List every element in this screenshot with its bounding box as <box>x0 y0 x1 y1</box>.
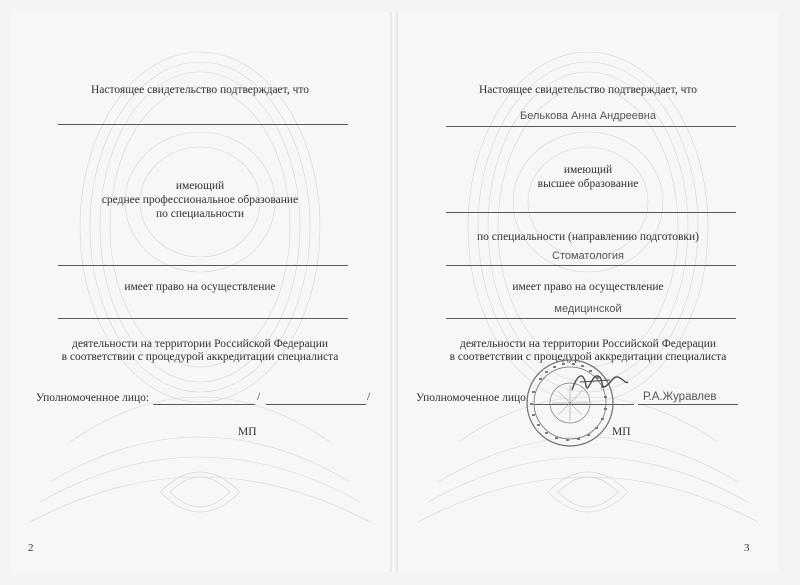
intro-text: Настоящее свидетельство подтверждает, что <box>90 84 309 96</box>
authorized-label: Уполномоченное лицо: <box>36 392 150 404</box>
right-to-text: имеет право на осуществление <box>124 281 276 293</box>
holder-name-line <box>58 124 348 125</box>
activity-line-2: в соответствии с процедурой аккредитации специалиста <box>61 351 339 363</box>
handwritten-signature <box>570 368 630 396</box>
qualification-line-2: высшее образование <box>537 178 639 190</box>
page-number: 3 <box>744 542 750 554</box>
activity-line-1: деятельности на территории Российской Федерации <box>71 338 329 350</box>
activity-type: медицинской <box>554 303 622 315</box>
page-number: 2 <box>28 542 34 554</box>
holder-name: Белькова Анна Андреевна <box>520 110 656 122</box>
specialty-label: по специальности (направлению подготовки) <box>477 231 699 243</box>
right-page <box>398 12 778 572</box>
qualification-line <box>446 212 736 213</box>
activity-type-line <box>446 318 736 319</box>
activity-type-line <box>58 318 348 319</box>
right-to-text: имеет право на осуществление <box>512 281 664 293</box>
signer-name-line <box>266 404 366 405</box>
qualification-line-2: среднее профессиональное образование <box>101 194 299 206</box>
signer-name: Р.А.Журавлев <box>643 391 717 403</box>
signature-line <box>153 404 255 405</box>
seal-label: МП <box>238 426 257 438</box>
activity-line-1: деятельности на территории Российской Федерации <box>459 338 717 350</box>
intro-text: Настоящее свидетельство подтверждает, что <box>478 84 697 96</box>
specialty-value: Стоматология <box>552 250 624 262</box>
seal-label: МП <box>612 426 631 438</box>
activity-line-2: в соответствии с процедурой аккредитации специалиста <box>449 351 727 363</box>
signer-name-line <box>638 404 738 405</box>
separator-slash-1: / <box>257 391 261 403</box>
qualification-line-1: имеющий <box>175 180 225 192</box>
specialty-line <box>446 265 736 266</box>
qualification-line-3: по специальности <box>155 208 245 220</box>
left-page <box>10 12 390 572</box>
book-spine <box>390 12 398 572</box>
authorized-label: Уполномоченное лицо: <box>416 392 530 404</box>
separator-slash-2: / <box>367 391 371 403</box>
specialty-line <box>58 265 348 266</box>
holder-name-line <box>446 126 736 127</box>
qualification-line-1: имеющий <box>563 164 613 176</box>
